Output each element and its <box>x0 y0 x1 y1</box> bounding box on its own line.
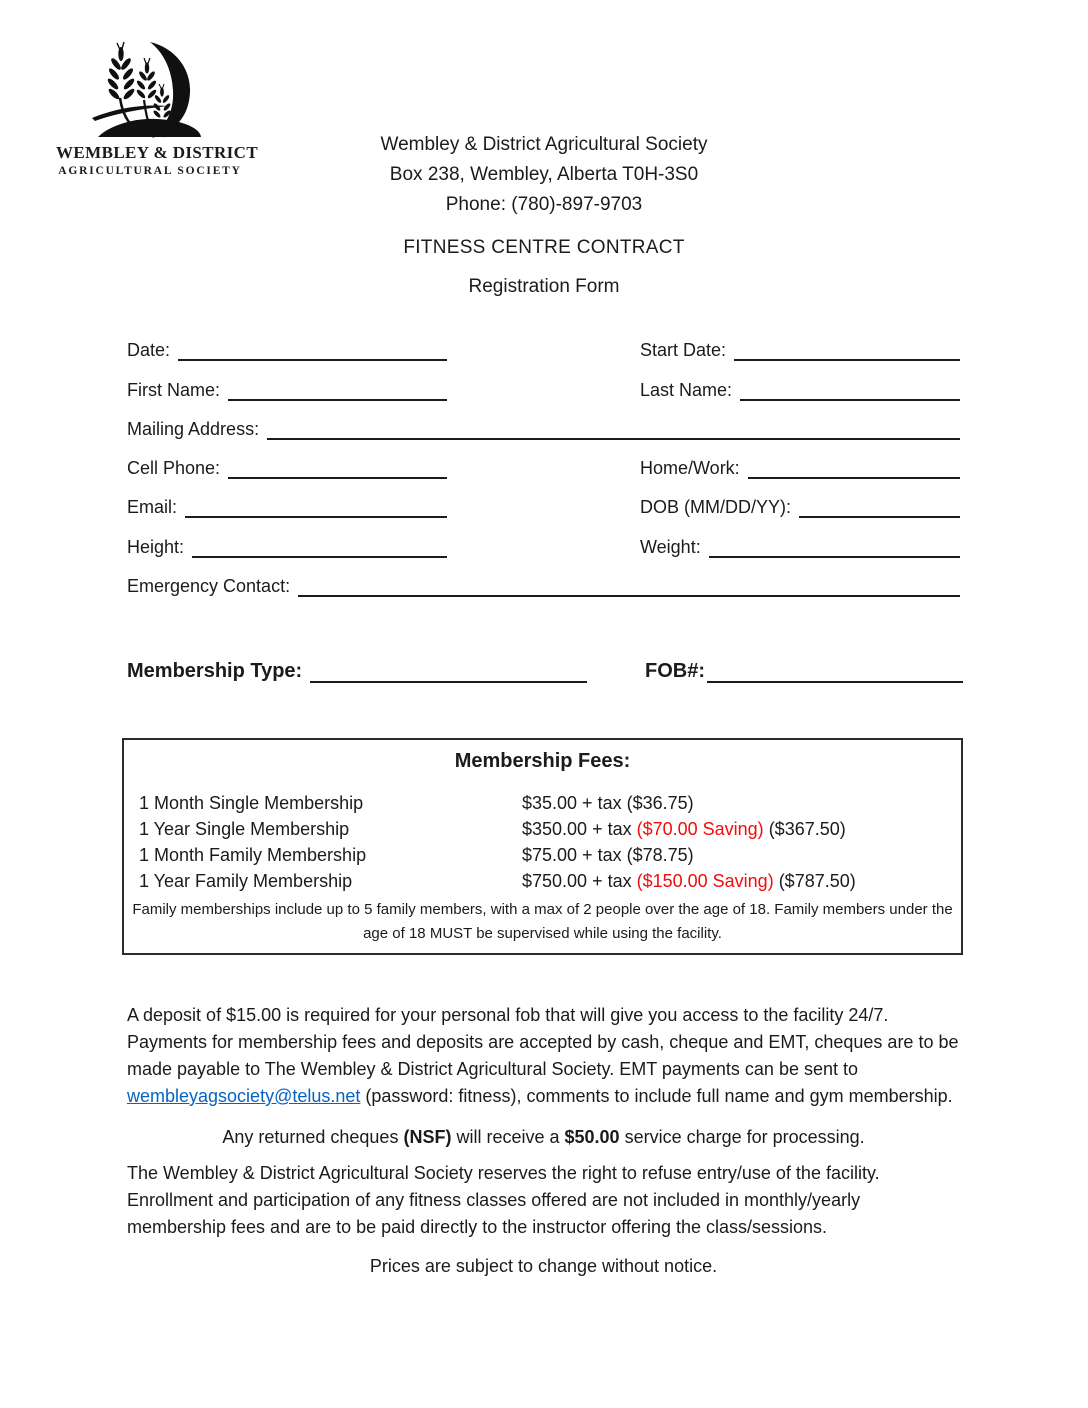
org-address: Box 238, Wembley, Alberta T0H-3S0 <box>389 164 699 185</box>
fee-label: 1 Year Single Membership <box>139 819 350 839</box>
emergency-contact-label: Emergency Contact: <box>127 576 291 597</box>
membership-type-row <box>127 654 963 683</box>
cell-phone-blank <box>228 475 447 479</box>
start-date-blank <box>734 357 960 361</box>
home-work-blank <box>748 475 960 479</box>
fee-price: $75.00 + tax ($78.75) <box>522 845 694 865</box>
date-blank <box>178 357 447 361</box>
row-cellphone-homework <box>127 440 960 479</box>
fee-label: 1 Month Family Membership <box>139 845 367 865</box>
mailing-address-label: Mailing Address: <box>127 418 260 439</box>
fee-label: 1 Year Family Membership <box>139 871 353 891</box>
org-name: Wembley & District Agricultural Society <box>380 134 708 155</box>
wheat-logo-icon <box>87 40 213 140</box>
org-phone: Phone: (780)-897-9703 <box>445 194 643 215</box>
height-label: Height: <box>127 536 185 557</box>
nsf-paragraph: Any returned cheques (NSF) will receive a $50.00 service charge for processing. <box>222 1127 865 1147</box>
date-label: Date: <box>127 340 171 361</box>
membership-type-blank <box>310 679 587 683</box>
logo-sub-name: AGRICULTURAL SOCIETY <box>58 165 242 177</box>
row-date-startdate <box>127 322 960 361</box>
membership-type-label: Membership Type: <box>127 660 303 682</box>
fob-label: FOB#: <box>645 660 705 682</box>
mailing-address-blank <box>267 436 960 440</box>
contract-title: FITNESS CENTRE CONTRACT <box>403 237 685 258</box>
fee-row <box>139 816 951 842</box>
logo-org-name: WEMBLEY & DISTRICT <box>56 143 259 162</box>
document-header <box>0 130 1088 302</box>
form-title: Registration Form <box>468 276 620 297</box>
row-emergency-contact <box>127 558 960 597</box>
fee-row <box>139 790 951 816</box>
home-work-label: Home/Work: <box>640 458 740 479</box>
fees-list <box>124 790 961 894</box>
prices-notice: Prices are subject to change without notice. <box>369 1256 718 1276</box>
first-name-blank <box>228 397 447 401</box>
membership-fees-box <box>122 738 963 955</box>
height-blank <box>192 554 447 558</box>
row-email-dob <box>127 479 960 518</box>
row-mailing-address <box>127 401 960 440</box>
last-name-label: Last Name: <box>640 379 733 400</box>
email-blank <box>185 514 447 518</box>
email-label: Email: <box>127 497 178 518</box>
fees-title: Membership Fees: <box>454 750 631 772</box>
fee-label: 1 Month Single Membership <box>139 793 364 813</box>
fee-price: $750.00 + tax ($150.00 Saving) ($787.50) <box>522 871 856 891</box>
cell-phone-label: Cell Phone: <box>127 458 221 479</box>
dob-blank <box>799 514 960 518</box>
emergency-contact-blank <box>298 593 960 597</box>
first-name-label: First Name: <box>127 379 221 400</box>
email-link[interactable]: wembleyagsociety@telus.net <box>127 1086 361 1106</box>
row-height-weight <box>127 518 960 557</box>
refusal-paragraph: The Wembley & District Agricultural Society reserves the right to refuse entry/use of the facility. Enrollment and participation of any fitness classes offered are not included in monthly/yearly membership fees and are to be paid directly to the instructor offering the class/sessions. <box>127 1163 880 1237</box>
row-firstname-lastname <box>127 361 960 400</box>
weight-label: Weight: <box>640 536 701 557</box>
last-name-blank <box>740 397 960 401</box>
deposit-paragraph: A deposit of $15.00 is required for your personal fob that will give you access to the facility 24/7. Payments for membership fees and deposits are accepted by cash, cheque and EMT, cheques are to be made payable to The Wembley & District Agricultural Society. EMT payments can be sent to wembleyagsociety@telus.net (password: fitness), comments to include full name and gym membership. <box>127 1005 959 1106</box>
fob-blank <box>707 679 963 683</box>
registration-fields <box>127 322 960 597</box>
fee-price: $35.00 + tax ($36.75) <box>522 793 694 813</box>
start-date-label: Start Date: <box>640 340 727 361</box>
dob-label: DOB (MM/DD/YY): <box>640 497 791 518</box>
fee-price: $350.00 + tax ($70.00 Saving) ($367.50) <box>522 819 846 839</box>
family-membership-note: Family memberships include up to 5 family members, with a max of 2 people over the age of 18. Family members under the age of 18 MUST be supervised while using the facility. <box>132 901 953 942</box>
weight-blank <box>709 554 960 558</box>
fee-row <box>139 868 951 894</box>
fee-row <box>139 842 951 868</box>
